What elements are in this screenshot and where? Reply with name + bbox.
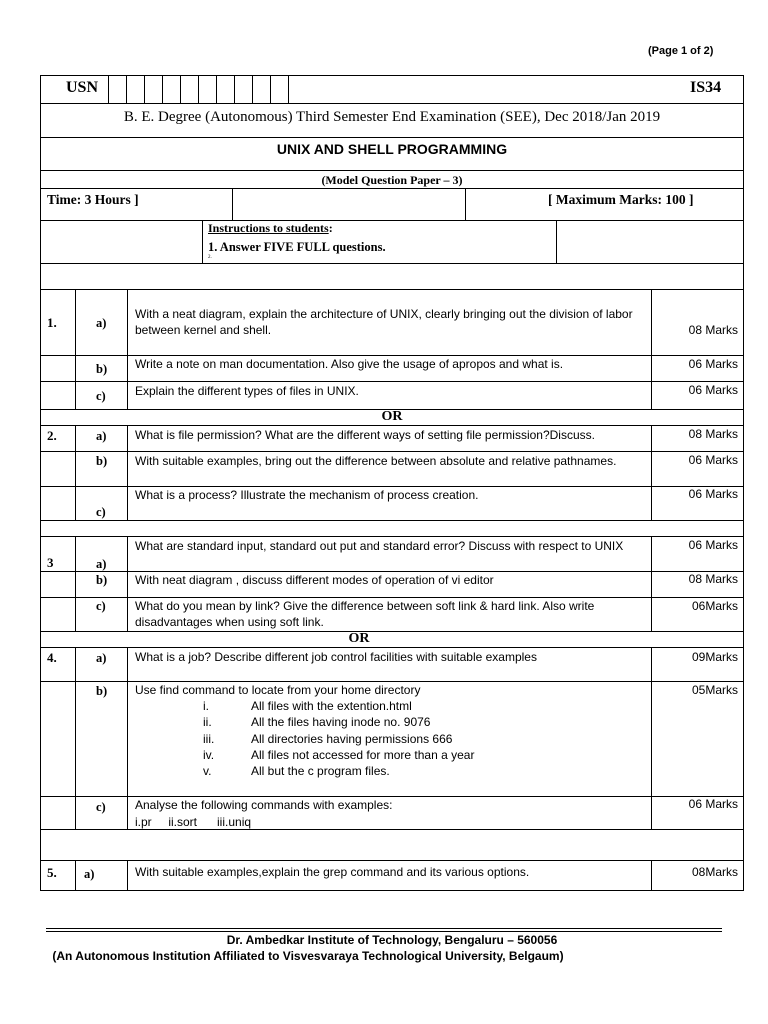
find-subitem-3-number: iii. — [203, 732, 215, 746]
instructions-colon: : — [328, 221, 333, 235]
or-separator-2: OR — [348, 631, 370, 646]
question-4c-label: c) — [96, 800, 106, 814]
question-3c-marks: 06Marks — [691, 599, 738, 613]
find-subitem-5-number: v. — [203, 764, 212, 778]
find-subitem-2 — [203, 714, 430, 730]
question-5-number: 5. — [47, 865, 57, 880]
question-1b-label: b) — [96, 362, 108, 376]
question-5a-marks: 08Marks — [691, 865, 738, 879]
question-4a-label: a) — [96, 651, 107, 665]
find-subitem-4-number: iv. — [203, 748, 215, 762]
footer-affiliation: (An Autonomous Institution Affiliated to Visvesvaraya Technological University, Belgaum) — [52, 949, 564, 963]
question-3c-text: What do you mean by link? Give the difference between soft link & hard link. Also write disadvantages when using soft link. — [135, 599, 595, 629]
course-code: IS34 — [690, 79, 722, 96]
question-3b-text: With neat diagram , discuss different modes of operation of vi editor — [135, 573, 494, 587]
question-2b-text: With suitable examples, bring out the difference between absolute and relative pathnames. — [135, 454, 617, 468]
find-subitem-1-text: All files with the extention.html — [251, 699, 412, 713]
usn-label: USN — [66, 79, 99, 96]
find-subitem-1 — [203, 698, 412, 714]
question-2b-label: b) — [96, 454, 108, 468]
question-4a-marks: 09Marks — [691, 650, 738, 664]
page-marker: (Page 1 of 2) — [648, 45, 714, 57]
question-3c-label: c) — [96, 599, 106, 613]
question-1a-marks: 08 Marks — [688, 323, 738, 337]
instructions-block — [208, 221, 333, 236]
question-1a-label: a) — [96, 316, 107, 330]
question-4c-marks: 06 Marks — [688, 797, 738, 811]
find-subitem-3 — [203, 731, 452, 747]
question-1b-marks: 06 Marks — [688, 357, 738, 371]
question-2c-marks: 06 Marks — [688, 487, 738, 501]
question-1c-marks: 06 Marks — [688, 383, 738, 397]
instruction-2: 2. — [208, 255, 212, 260]
question-2a-marks: 08 Marks — [688, 427, 738, 441]
question-1c-label: c) — [96, 389, 106, 403]
find-subitem-2-text: All the files having inode no. 9076 — [251, 715, 431, 729]
question-4b-label: b) — [96, 684, 108, 698]
find-subitem-3-text: All directories having permissions 666 — [251, 732, 453, 746]
question-3a-text: What are standard input, standard out put and standard error? Discuss with respect to UNIX — [135, 539, 624, 553]
question-3b-marks: 08 Marks — [688, 572, 738, 586]
question-1a-text: With a neat diagram, explain the architecture of UNIX, clearly bringing out the division of labor between kernel and shell. — [135, 307, 633, 337]
find-subitem-5-text: All but the c program files. — [251, 764, 390, 778]
instruction-1: 1. Answer FIVE FULL questions. — [208, 240, 386, 254]
paper-type: (Model Question Paper – 3) — [321, 173, 463, 187]
footer-institution: Dr. Ambedkar Institute of Technology, Bengaluru – 560056 — [226, 933, 558, 947]
question-5a-text: With suitable examples,explain the grep command and its various options. — [135, 865, 530, 879]
time-duration: Time: 3 Hours ] — [47, 192, 139, 207]
question-4a-text: What is a job? Describe different job control facilities with suitable examples — [135, 650, 537, 664]
footer-rule-bottom — [46, 931, 722, 932]
subject-title: UNIX AND SHELL PROGRAMMING — [276, 141, 508, 157]
question-4b-marks: 05Marks — [691, 683, 738, 697]
instructions-title: Instructions to students — [208, 221, 329, 235]
question-3b-label: b) — [96, 573, 108, 587]
question-4c-commands: i.pr ii.sort iii.uniq — [135, 815, 252, 829]
question-2-number: 2. — [47, 428, 57, 443]
find-subitem-4 — [203, 747, 474, 763]
question-4c-text: Analyse the following commands with examples: — [135, 798, 393, 812]
find-subitem-4-text: All files not accessed for more than a year — [251, 748, 475, 762]
maximum-marks: [ Maximum Marks: 100 ] — [548, 192, 694, 207]
find-subitem-2-number: ii. — [203, 715, 212, 729]
question-2b-marks: 06 Marks — [688, 453, 738, 467]
question-4-number: 4. — [47, 650, 57, 665]
question-3a-marks: 06 Marks — [688, 538, 738, 552]
question-5a-label: a) — [84, 867, 95, 881]
question-2a-text: What is file permission? What are the different ways of setting file permission?Discuss. — [135, 428, 595, 442]
exam-title: B. E. Degree (Autonomous) Third Semester End Examination (SEE), Dec 2018/Jan 2019 — [123, 109, 661, 125]
question-2a-label: a) — [96, 429, 107, 443]
question-2c-text: What is a process? Illustrate the mechanism of process creation. — [135, 488, 479, 502]
find-subitem-5 — [203, 763, 390, 779]
question-3a-label: a) — [96, 557, 107, 571]
question-1-number: 1. — [47, 315, 57, 330]
question-3-number: 3 — [47, 555, 54, 570]
question-1c-text: Explain the different types of files in UNIX. — [135, 384, 359, 398]
footer-rule-top — [46, 928, 722, 929]
question-1b-text: Write a note on man documentation. Also give the usage of apropos and what is. — [135, 357, 564, 371]
or-separator-1: OR — [381, 409, 403, 424]
find-subitem-1-number: i. — [203, 699, 209, 713]
question-4b-text: Use find command to locate from your home directory — [135, 683, 421, 697]
question-2c-label: c) — [96, 505, 106, 519]
